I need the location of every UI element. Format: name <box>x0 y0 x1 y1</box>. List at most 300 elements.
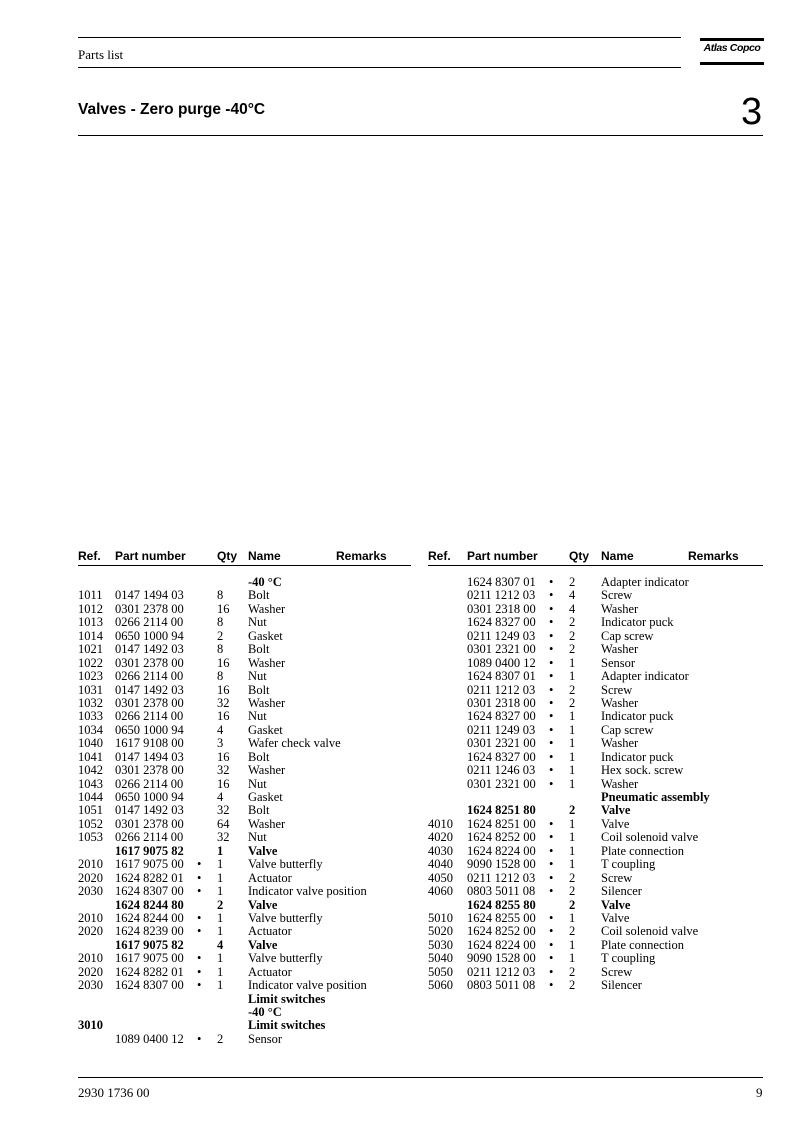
name-cell: Coil solenoid valve <box>601 830 699 845</box>
part-number-cell: 1089 0400 12 <box>115 1031 184 1046</box>
part-number-cell: 0301 2378 00 <box>115 763 184 778</box>
logo-text: Atlas Copco <box>703 42 761 54</box>
bullet-cell: • <box>549 628 554 643</box>
ref-cell: 1042 <box>78 763 103 778</box>
ref-cell: 1022 <box>78 655 103 670</box>
bullet-cell: • <box>549 951 554 966</box>
part-number-cell: 0301 2321 00 <box>467 736 536 751</box>
name-cell: Actuator <box>248 964 292 979</box>
qty-cell: 32 <box>217 763 230 778</box>
qty-cell: 1 <box>569 709 576 724</box>
table-row <box>78 589 411 602</box>
name-cell: Nut <box>248 669 267 684</box>
bullet-cell: • <box>549 857 554 872</box>
part-number-cell: 1624 8244 80 <box>115 897 184 912</box>
qty-cell: 8 <box>217 669 224 684</box>
part-number-cell: 1624 8282 01 <box>115 870 184 885</box>
qty-cell: 16 <box>217 749 230 764</box>
name-cell: Screw <box>601 964 633 979</box>
bullet-cell: • <box>197 870 202 885</box>
part-number-cell: 1624 8327 00 <box>467 615 536 630</box>
qty-cell: 16 <box>217 655 230 670</box>
table-row <box>428 710 763 723</box>
table-row <box>78 764 411 777</box>
qty-cell: 2 <box>569 575 576 589</box>
table-row <box>78 737 411 750</box>
part-number-cell: 0211 1212 03 <box>467 964 536 979</box>
qty-cell: 4 <box>569 588 576 603</box>
table-row <box>428 818 763 831</box>
name-cell: T coupling <box>601 951 656 966</box>
name-cell: Indicator valve position <box>248 884 367 899</box>
bullet-cell: • <box>549 978 554 993</box>
header-ref: Ref. <box>428 549 451 563</box>
qty-cell: 8 <box>217 642 224 657</box>
ref-cell: 1011 <box>78 588 103 603</box>
ref-cell: 4030 <box>428 843 453 858</box>
part-number-cell: 1624 8224 00 <box>467 843 536 858</box>
name-cell: Washer <box>248 655 286 670</box>
part-number-cell: 1624 8244 00 <box>115 910 184 925</box>
header-part-number: Part number <box>467 549 538 563</box>
part-number-cell: 1624 8307 01 <box>467 669 536 684</box>
table-row <box>428 831 763 844</box>
name-cell: Indicator puck <box>601 749 674 764</box>
table-row <box>428 952 763 965</box>
name-cell: Gasket <box>248 790 283 804</box>
table-row <box>428 657 763 670</box>
ref-cell: 5010 <box>428 910 453 925</box>
name-cell: Washer <box>248 816 286 831</box>
table-header-right <box>428 549 763 566</box>
part-number-cell: 0650 1000 94 <box>115 722 184 737</box>
name-cell: -40 °C <box>248 575 282 589</box>
name-cell: Sensor <box>248 1031 283 1046</box>
name-cell: Valve butterfly <box>248 910 323 925</box>
ref-cell: 4020 <box>428 830 453 845</box>
header-ref: Ref. <box>78 549 101 563</box>
qty-cell: 2 <box>569 695 576 710</box>
ref-cell: 1023 <box>78 669 103 684</box>
header-part-number: Part number <box>115 549 186 563</box>
name-cell: Valve <box>601 897 631 912</box>
qty-cell: 1 <box>569 843 576 858</box>
name-cell: Nut <box>248 776 267 791</box>
table-row <box>78 1006 411 1019</box>
table-row <box>78 576 411 589</box>
table-row <box>78 1019 411 1032</box>
table-row <box>428 778 763 791</box>
ref-cell: 5040 <box>428 951 453 966</box>
part-number-cell: 0266 2114 00 <box>115 830 184 845</box>
ref-cell: 2020 <box>78 924 103 939</box>
logo-bar-bottom <box>700 62 764 65</box>
part-number-cell: 1624 8307 01 <box>467 575 536 589</box>
ref-cell: 5050 <box>428 964 453 979</box>
qty-cell: 4 <box>217 937 224 952</box>
header-remarks: Remarks <box>688 549 739 563</box>
qty-cell: 1 <box>569 749 576 764</box>
qty-cell: 1 <box>569 857 576 872</box>
part-number-cell: 1624 8255 80 <box>467 897 536 912</box>
table-row <box>78 831 411 844</box>
name-cell: Washer <box>601 601 639 616</box>
qty-cell: 2 <box>569 615 576 630</box>
bullet-cell: • <box>549 830 554 845</box>
table-row <box>78 751 411 764</box>
name-cell: Silencer <box>601 884 642 899</box>
part-number-cell: 1624 8252 00 <box>467 924 536 939</box>
name-cell: Nut <box>248 615 267 630</box>
parts-table-right <box>428 549 763 993</box>
qty-cell: 1 <box>569 830 576 845</box>
part-number-cell: 0211 1212 03 <box>467 870 536 885</box>
rows-left <box>78 576 411 1046</box>
part-number-cell: 0147 1494 03 <box>115 588 184 603</box>
table-row <box>428 589 763 602</box>
bullet-cell: • <box>549 588 554 603</box>
ref-cell: 1053 <box>78 830 103 845</box>
part-number-cell: 0803 5011 08 <box>467 884 536 899</box>
qty-cell: 4 <box>569 601 576 616</box>
bullet-cell: • <box>549 843 554 858</box>
bullet-cell: • <box>197 857 202 872</box>
name-cell: Plate connection <box>601 843 684 858</box>
header-qty: Qty <box>569 549 590 563</box>
logo-bar-top <box>700 38 764 41</box>
part-number-cell: 0211 1212 03 <box>467 588 536 603</box>
name-cell: T coupling <box>601 857 656 872</box>
bullet-cell: • <box>549 655 554 670</box>
part-number-cell: 1624 8307 00 <box>115 978 184 993</box>
name-cell: Nut <box>248 830 267 845</box>
qty-cell: 4 <box>217 790 224 804</box>
header-rule-bottom <box>78 67 681 68</box>
document-number: 2930 1736 00 <box>78 1085 150 1100</box>
ref-cell: 1014 <box>78 628 103 643</box>
qty-cell: 2 <box>569 628 576 643</box>
part-number-cell: 1617 9075 00 <box>115 857 184 872</box>
header-qty: Qty <box>217 549 238 563</box>
bullet-cell: • <box>549 615 554 630</box>
part-number-cell: 0147 1494 03 <box>115 749 184 764</box>
bullet-cell: • <box>549 924 554 939</box>
qty-cell: 2 <box>569 642 576 657</box>
part-number-cell: 1617 9075 82 <box>115 937 184 952</box>
qty-cell: 1 <box>217 951 224 966</box>
ref-cell: 3010 <box>78 1018 103 1033</box>
qty-cell: 32 <box>217 695 230 710</box>
table-row <box>428 670 763 683</box>
name-cell: Gasket <box>248 628 283 643</box>
bullet-cell: • <box>197 964 202 979</box>
table-row <box>78 804 411 817</box>
part-number-cell: 0211 1249 03 <box>467 628 536 643</box>
bullet-cell: • <box>197 951 202 966</box>
table-row <box>78 939 411 952</box>
qty-cell: 1 <box>217 910 224 925</box>
bullet-cell: • <box>549 884 554 899</box>
qty-cell: 2 <box>569 884 576 899</box>
qty-cell: 1 <box>569 669 576 684</box>
bullet-cell: • <box>197 924 202 939</box>
part-number-cell: 0211 1246 03 <box>467 763 536 778</box>
table-row <box>78 657 411 670</box>
qty-cell: 32 <box>217 803 230 818</box>
qty-cell: 3 <box>217 736 224 751</box>
ref-cell: 1012 <box>78 601 103 616</box>
qty-cell: 1 <box>569 722 576 737</box>
part-number-cell: 0266 2114 00 <box>115 669 184 684</box>
name-cell: Valve <box>248 937 278 952</box>
ref-cell: 1044 <box>78 790 103 804</box>
bullet-cell: • <box>549 642 554 657</box>
ref-cell: 5030 <box>428 937 453 952</box>
name-cell: Nut <box>248 709 267 724</box>
name-cell: Plate connection <box>601 937 684 952</box>
part-number-cell: 0266 2114 00 <box>115 776 184 791</box>
name-cell: Cap screw <box>601 628 654 643</box>
qty-cell: 2 <box>569 897 576 912</box>
table-row <box>78 885 411 898</box>
part-number-cell: 0266 2114 00 <box>115 709 184 724</box>
ref-cell: 1040 <box>78 736 103 751</box>
table-row <box>78 670 411 683</box>
qty-cell: 64 <box>217 816 230 831</box>
name-cell: Pneumatic assembly <box>601 790 710 804</box>
name-cell: Sensor <box>601 655 636 670</box>
bullet-cell: • <box>549 736 554 751</box>
table-row <box>78 872 411 885</box>
table-row <box>428 912 763 925</box>
table-row <box>78 630 411 643</box>
name-cell: Limit switches <box>248 1018 326 1033</box>
name-cell: Silencer <box>601 978 642 993</box>
qty-cell: 8 <box>217 615 224 630</box>
name-cell: Valve <box>601 803 631 818</box>
part-number-cell: 1624 8239 00 <box>115 924 184 939</box>
ref-cell: 4060 <box>428 884 453 899</box>
table-row <box>78 925 411 938</box>
section-number: 3 <box>741 91 763 133</box>
qty-cell: 1 <box>569 910 576 925</box>
name-cell: Washer <box>248 763 286 778</box>
header-name: Name <box>248 549 281 563</box>
ref-cell: 1052 <box>78 816 103 831</box>
bullet-cell: • <box>549 763 554 778</box>
bullet-cell: • <box>549 601 554 616</box>
part-number-cell: 0147 1492 03 <box>115 682 184 697</box>
qty-cell: 1 <box>569 736 576 751</box>
header-remarks: Remarks <box>336 549 387 563</box>
bullet-cell: • <box>549 937 554 952</box>
bullet-cell: • <box>549 776 554 791</box>
part-number-cell: 9090 1528 00 <box>467 857 536 872</box>
qty-cell: 16 <box>217 709 230 724</box>
qty-cell: 1 <box>217 964 224 979</box>
part-number-cell: 0266 2114 00 <box>115 615 184 630</box>
part-number-cell: 0803 5011 08 <box>467 978 536 993</box>
name-cell: Coil solenoid valve <box>601 924 699 939</box>
table-row <box>78 818 411 831</box>
table-row <box>78 979 411 992</box>
bullet-cell: • <box>549 749 554 764</box>
ref-cell: 2010 <box>78 857 103 872</box>
part-number-cell: 0147 1492 03 <box>115 642 184 657</box>
bullet-cell: • <box>197 884 202 899</box>
ref-cell: 4050 <box>428 870 453 885</box>
qty-cell: 32 <box>217 830 230 845</box>
table-row <box>428 643 763 656</box>
ref-cell: 2030 <box>78 884 103 899</box>
table-row <box>78 899 411 912</box>
part-number-cell: 0650 1000 94 <box>115 790 184 804</box>
bullet-cell: • <box>549 695 554 710</box>
ref-cell: 4010 <box>428 816 453 831</box>
table-row <box>428 791 763 804</box>
name-cell: Adapter indicator <box>601 669 689 684</box>
qty-cell: 2 <box>217 1031 224 1046</box>
header-label: Parts list <box>78 47 124 62</box>
part-number-cell: 0301 2321 00 <box>467 642 536 657</box>
name-cell: -40 °C <box>248 1005 282 1019</box>
rows-right <box>428 576 763 993</box>
ref-cell: 1033 <box>78 709 103 724</box>
name-cell: Bolt <box>248 588 270 603</box>
table-row <box>78 684 411 697</box>
part-number-cell: 0301 2378 00 <box>115 695 184 710</box>
name-cell: Indicator valve position <box>248 978 367 993</box>
name-cell: Valve <box>601 910 630 925</box>
qty-cell: 16 <box>217 682 230 697</box>
bullet-cell: • <box>549 964 554 979</box>
ref-cell: 1031 <box>78 682 103 697</box>
name-cell: Valve <box>248 897 278 912</box>
qty-cell: 2 <box>569 803 576 818</box>
name-cell: Washer <box>601 695 639 710</box>
ref-cell: 1034 <box>78 722 103 737</box>
part-number-cell: 0301 2318 00 <box>467 601 536 616</box>
bullet-cell: • <box>549 575 554 589</box>
qty-cell: 1 <box>217 924 224 939</box>
qty-cell: 1 <box>217 884 224 899</box>
bullet-cell: • <box>549 669 554 684</box>
table-row <box>78 643 411 656</box>
part-number-cell: 9090 1528 00 <box>467 951 536 966</box>
table-row <box>428 872 763 885</box>
table-row <box>428 751 763 764</box>
table-row <box>428 737 763 750</box>
name-cell: Washer <box>601 776 639 791</box>
ref-cell: 2010 <box>78 951 103 966</box>
name-cell: Actuator <box>248 870 292 885</box>
part-number-cell: 0301 2321 00 <box>467 776 536 791</box>
qty-cell: 16 <box>217 601 230 616</box>
name-cell: Adapter indicator <box>601 575 689 589</box>
bullet-cell: • <box>197 910 202 925</box>
table-row <box>428 684 763 697</box>
name-cell: Washer <box>601 736 639 751</box>
ref-cell: 5060 <box>428 978 453 993</box>
part-number-cell: 1617 9108 00 <box>115 736 184 751</box>
name-cell: Washer <box>601 642 639 657</box>
table-row <box>428 603 763 616</box>
name-cell: Washer <box>248 695 286 710</box>
qty-cell: 1 <box>569 937 576 952</box>
ref-cell: 2030 <box>78 978 103 993</box>
bullet-cell: • <box>549 709 554 724</box>
ref-cell: 2010 <box>78 910 103 925</box>
part-number-cell: 1624 8251 80 <box>467 803 536 818</box>
qty-cell: 1 <box>569 951 576 966</box>
part-number-cell: 1624 8282 01 <box>115 964 184 979</box>
qty-cell: 1 <box>217 870 224 885</box>
page-number: 9 <box>756 1085 763 1100</box>
qty-cell: 1 <box>569 816 576 831</box>
ref-cell: 1021 <box>78 642 103 657</box>
table-row <box>78 616 411 629</box>
ref-cell: 1032 <box>78 695 103 710</box>
part-number-cell: 1624 8252 00 <box>467 830 536 845</box>
table-row <box>428 576 763 589</box>
bullet-cell: • <box>549 910 554 925</box>
part-number-cell: 0301 2378 00 <box>115 601 184 616</box>
qty-cell: 16 <box>217 776 230 791</box>
qty-cell: 2 <box>569 964 576 979</box>
ref-cell: 2020 <box>78 964 103 979</box>
bullet-cell: • <box>197 978 202 993</box>
qty-cell: 2 <box>569 978 576 993</box>
part-number-cell: 0211 1212 03 <box>467 682 536 697</box>
table-row <box>78 778 411 791</box>
table-row <box>428 939 763 952</box>
part-number-cell: 1624 8307 00 <box>115 884 184 899</box>
part-number-cell: 1624 8255 00 <box>467 910 536 925</box>
qty-cell: 2 <box>217 628 224 643</box>
qty-cell: 4 <box>217 722 224 737</box>
part-number-cell: 0301 2378 00 <box>115 655 184 670</box>
part-number-cell: 1624 8251 00 <box>467 816 536 831</box>
qty-cell: 1 <box>569 776 576 791</box>
name-cell: Washer <box>248 601 286 616</box>
name-cell: Indicator puck <box>601 709 674 724</box>
part-number-cell: 1617 9075 82 <box>115 843 184 858</box>
part-number-cell: 1624 8224 00 <box>467 937 536 952</box>
page-title: Valves - Zero purge -40°C <box>78 101 266 118</box>
qty-cell: 1 <box>217 978 224 993</box>
table-row <box>428 764 763 777</box>
table-row <box>428 885 763 898</box>
table-row <box>428 979 763 992</box>
part-number-cell: 1624 8327 00 <box>467 709 536 724</box>
name-cell: Valve <box>601 816 630 831</box>
qty-cell: 2 <box>569 682 576 697</box>
bullet-cell: • <box>549 722 554 737</box>
header-rule-top <box>78 37 681 38</box>
table-row <box>78 952 411 965</box>
table-row <box>78 1033 411 1046</box>
footer-rule <box>78 1077 763 1078</box>
name-cell: Bolt <box>248 803 270 818</box>
qty-cell: 1 <box>217 857 224 872</box>
name-cell: Valve <box>248 843 278 858</box>
name-cell: Valve butterfly <box>248 951 323 966</box>
parts-table-left <box>78 549 411 1046</box>
table-row <box>428 858 763 871</box>
qty-cell: 2 <box>217 897 224 912</box>
part-number-cell: 0301 2378 00 <box>115 816 184 831</box>
table-header-left <box>78 549 411 566</box>
